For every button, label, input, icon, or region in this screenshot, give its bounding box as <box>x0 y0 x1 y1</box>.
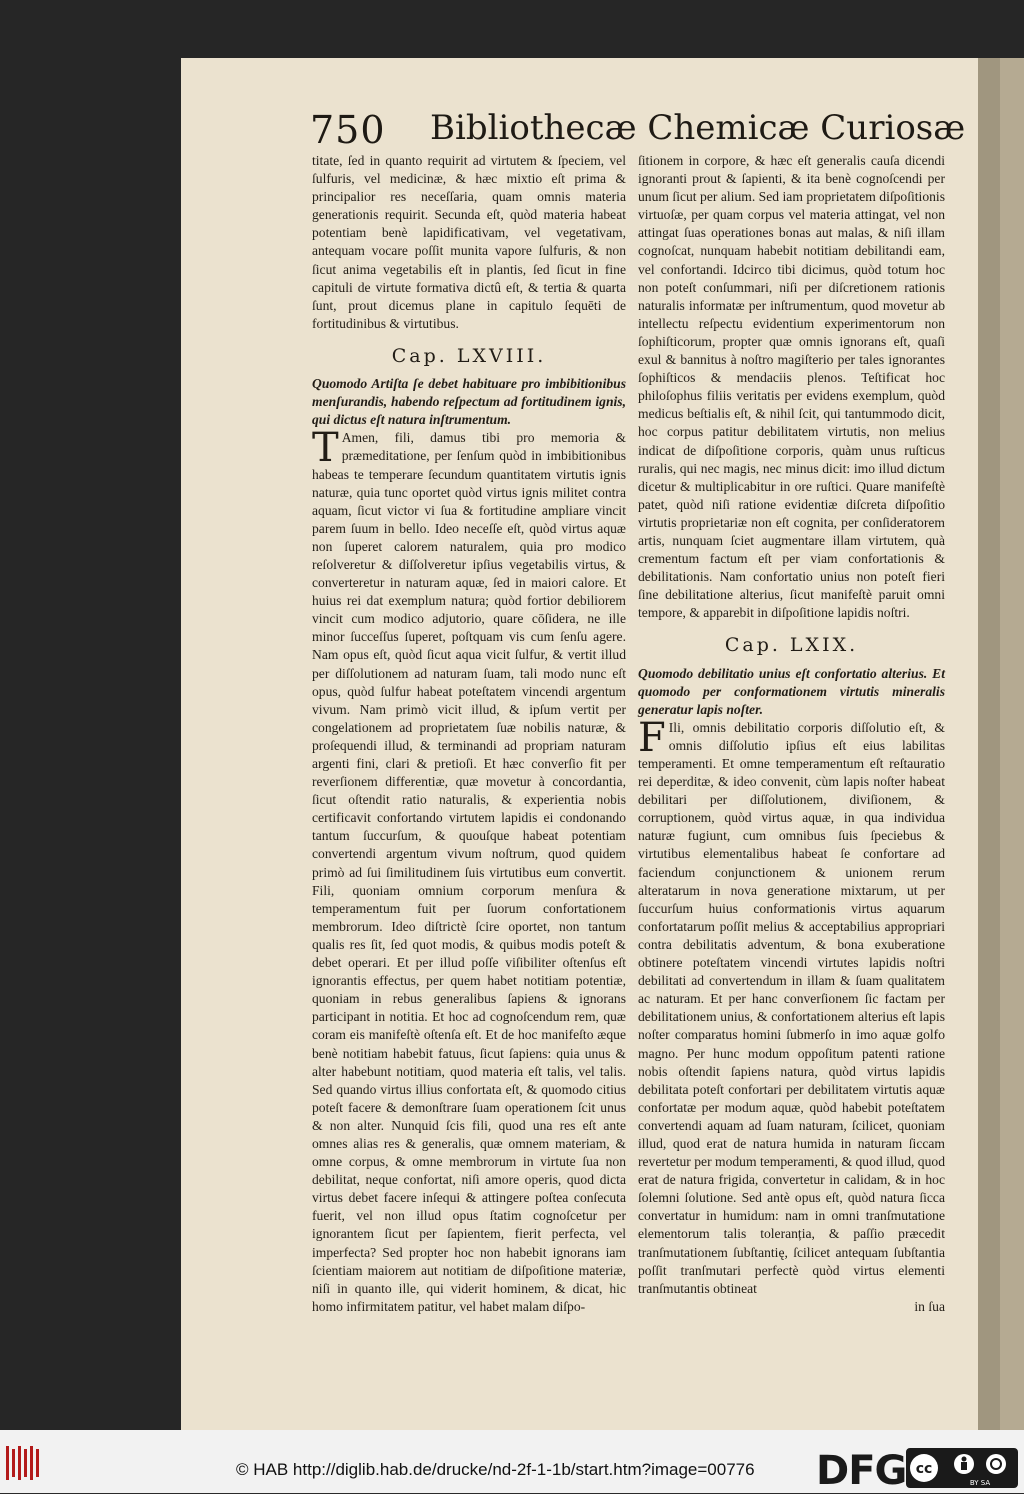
sa-icon <box>986 1454 1006 1474</box>
page-gutter <box>978 58 1024 1430</box>
page-number: 750 <box>310 108 386 152</box>
chapter-rubric-lxviii: Quomodo Artiſta ſe debet habituare pro imbibitionibus menſurandis, habendo reſpectum ad fortitudinem ignis, qui dictus eſt natura inſtrumentum. <box>312 376 626 428</box>
logo-bar <box>12 1449 15 1477</box>
page-header <box>310 104 970 150</box>
chapter-heading-lxviii: Cap. LXVIII. <box>391 344 547 367</box>
chapter-heading-lxix: Cap. LXIX. <box>724 634 859 657</box>
running-title: Bibliothecæ Chemicæ Curiosæ <box>430 108 966 148</box>
cc-label: BY SA <box>969 1479 991 1487</box>
cc-glyph: cc <box>915 1461 933 1477</box>
left-column <box>312 152 626 1316</box>
logo-bar <box>18 1446 21 1480</box>
by-person-head <box>962 1457 967 1462</box>
gutter-shadow <box>978 58 1000 1430</box>
left-paragraph-2 <box>312 425 626 1316</box>
catchword: in ſua <box>914 1298 945 1314</box>
by-person-body <box>961 1462 967 1470</box>
left-paragraph-1: titate, ſed in quanto requirit ad virtutem & ſpeciem, vel ſulfuris, vel medicinæ, & hæc mixtio eſt prima & principalior res neceſſaria, quam omnis materia generationis requirit. Secunda eſt, quòd materia habeat potentiam benè lapidificativam, vel vegetativam, antequam vocare poſſit munita vapore ſulfuris, & non ſicut anima vegetabilis eſt in plantis, ſed ſicut in fine capituli de virtute formativa dictû eſt, & tertia & quarta ſunt, prout dicemus plane in capitulo ſequēti de fortitudinibus & virtutibus. <box>312 153 626 331</box>
logo-bar <box>24 1449 27 1477</box>
logo-bar <box>36 1449 39 1477</box>
dfg-logo[interactable]: DFG <box>816 1448 907 1494</box>
drop-cap-f: F <box>638 714 666 761</box>
logo-bar <box>30 1446 33 1480</box>
hab-logo-icon[interactable] <box>6 1446 40 1480</box>
right-paragraph-2 <box>638 714 945 1298</box>
right-paragraph-2-text: Ili, omnis debilitatio corporis diſſolutio eſt, & omnis diſſolutio ipſius eſt eius labilitas temperamenti. Et omne temperamentum eſt reſtauratio rei deperditæ, & ideo convenit, cùm lapis noſter habeat debilitari per diſſolutionem, diviſionem, & corruptionem, quòd virtus aquæ, in qua individua naturæ fugiunt, cum omnibus ſuis ſpeciebus & virtutibus elementalibus habeat ſe confortare ad faciendum conjunctionem & unionem rerum alteratarum in nova generatione mixtarum, ut per ſuccurſum huius conformationis virtus aquarum confortatarum poſſit melius & acceptabilius appropriari contra debilitatis adventum, & bona exuberatione obtinere poteſtatem vincendi virtutes lapidis noſtri debilitati ad convertendum in illam & ſuam qualitatem ac naturam. Et per hanc converſionem ſic factam per debilitationem unius, & confortationem alterius eſt lapis noſter comparatus homini ſubmerſo in imo aquæ golfo magno. Per hunc modum oppoſitum patenti ratione nobis oſtendit ſapiens natura, quòd virtus lapidis debilitata poteſt confortari per debilitatem virtutis aquæ confortatæ per modum aquæ, quòd habebit poteſtatem convertendi aquam ad ſuam naturam, ſcilicet, quoniam illud, quod erat de natura humida in naturam ſiccam revertetur per modum temperamenti, & quod illud, quod erat de natura frigida, convertetur in calidam, & in hoc ſolemni ſolutione. Sed antè opus eſt, quòd natura ſicca convertatur in humidum: nam in omni tranſmutatione elementorum talis toleranția, & paſſio præcedit tranſmutationem ſubſtantię, ſcilicet antequam ſubſtantia poſſit tranſmutari perfectè quòd virtus elementi tranſmutantis obtineat <box>638 719 945 1296</box>
right-paragraph-1: ſitionem in corpore, & hæc eſt generalis cauſa dicendi ignoranti prout & ſapienti, & ita benè cognoſcendi per unum ſicut per alium. Sed iam proprietatem diſpoſitionis virtuoſæ, per quam corpus vel materia attingat, vel non attingat ſuas operationes bonas aut malas, & niſi illam cognoſcat, nunquam habebit notitiam debilitandi eam, vel confortandi. Idcirco tibi dicimus, quòd totum hoc non poteſt conſummari, niſi per diſcretionem rationis naturalis informatæ per inſtrumentum, quod movetur ab intellectu reſpectu evidentium experimentorum non ſophiſticorum, propter quæ omnis ignorans eſt, quaſi exul & bannitus à noſtro magiſterio per tales ignorantes ſophiſticos & mendaciis plenos. Teſtificat hoc philoſophus filiis veritatis per evidens exemplum, quòd medicus beſtialis eſt, & nihil ſcit, qui tantummodo dicit, hoc corpus patitur debilitatem virtutis, non melius indicat de diſpoſitione corporis, quàm unus ruſticus ruralis, qui nec magis, nec minus dicit: imo illud dictum dicetur & multiplicabitur in ore ruſtici. Quare manifeſtè patet, quòd niſi ratione evidentiæ diſcreta diſpoſitio virtutis proprietariæ non eſt cognita, per conſideratorem artis, nunquam ſciet augmentare illam virtutem, quà crementum factum eſt per viam confortationis & debilitationis. Nam confortatio unius non poteſt fieri ſine debilitatione alterius, ſicut manifeſtè paruit omni tempore, & apparebit in diſpoſitione lapidis noſtri. <box>638 153 945 621</box>
cc-license-icon[interactable] <box>906 1448 1018 1488</box>
chapter-rubric-lxix: Quomodo debilitatio unius eſt confortatio alterius. Et quomodo per conformationem virtutis mineralis generatur lapis noſter. <box>638 665 945 717</box>
logo-bar <box>6 1446 9 1480</box>
source-url-link[interactable]: © HAB http://diglib.hab.de/drucke/nd-2f-1-1b/start.htm?image=00776 <box>236 1460 755 1479</box>
right-column <box>638 152 945 1316</box>
left-paragraph-2-text: Amen, fili, damus tibi pro memoria & præmeditatione, per ſenſum quòd in imbibitionibus habeas te temperare ſecundum quantitatem virtutis ignis naturæ, quia tunc oportet quòd virtus ignis militet contra aquam, ſicut victor vi ſua & fortitudine ampliare vincit parem ſuum in bello. Ideo neceſſe eſt, quòd virtus aquæ non ſuperet calorem naturalem, quia pro modico reſolveretur & diſſolveretur ipſius vegetabilis virtus, & converteretur in naturam aquæ, ſed in maiori calore. Et huius rei dat exemplum natura; quòd fortior debiliorem vincit cum modico adjutorio, quare cōſidera, ne ille minor ſucceſſus ſuperet, poſtquam vis cum ſenſu agere. Nam opus eſt, quòd ſicut aqua vicit ſulfur, & vertit illud per diſſolutionem ad naturam ſuam, tali modo nunc eſt opus, quòd ſulfur habeat poteſtatem vincendi argentum vivum. Nam primò vicit illud, & ipſum vertit per congelationem ad proprietatem ſuæ nobilis naturæ, & proſequendi illud, & terminandi ad propriam naturam argenti fini, clari & pretioſi. Et hæc converſio fit per reverſionem differentiæ, quæ movetur à concordantia, ſicut oſtendit ratio naturalis, & experientia nobis certificavit confortando virtutem lapidis ei condonando tantum ſuccurſum, & quouſque habeat potentiam convertendi argentum vivum noſtrum, quod quidem primò ad ſui ſimilitudinem ſuis virtutibus eum convertit. Fili, quoniam omnium corporum menſura & temperamentum fuit per ſuorum confortationem membrorum. Ideo diſtrictè ſcire oportet, non tantum qualis res ſit, ſed quot modis, & quibus modis poteſt & debet operari. Et per illud poſſe viſibiliter oſtenſus eſt ignorantis effectus, per quem habet notitiam potentiæ, quoniam in rebus generalibus ſapiens & ignorans participant in notitia. Et hoc ad cognoſcendum rem, quæ coram eis manifeſtè oſtenſa eſt. Et de hoc manifeſto æque benè notitiam habebit fatuus, ſicut ſapiens: quia unus & alter habebunt notitiam, quod materia eſt talis, vel talis. Sed quando virtus illius confortata eſt, & quomodo citius poteſt facere & demonſtrare ſuam operationem ſcit unus & non alter. Nunquid ſcis fili, quod una res eſt ante omnes alias res & generalis, quæ omnem materiam, & omne corpus, & omne membrorum in virtute ſua non debilitat, neque confortat, niſi amore operis, quod dicta virtus debet facere inſequi & attingere poſtea conſecuta fuerit, vel non illud opus ſtatim cognoſcetur per ignorantem ſicut per ſapientem, fierit perfecta, vel imperfecta? Sed propter hoc non habebit ignorans iam ſcientiam maiorem aut notitiam de diſpoſitione materiæ, niſi in quanto ille, qui viderit hominem, & dicat, hic homo infirmitatem patitur, vel habet malam diſpo- <box>312 430 626 1314</box>
drop-cap-t: T <box>312 425 339 472</box>
